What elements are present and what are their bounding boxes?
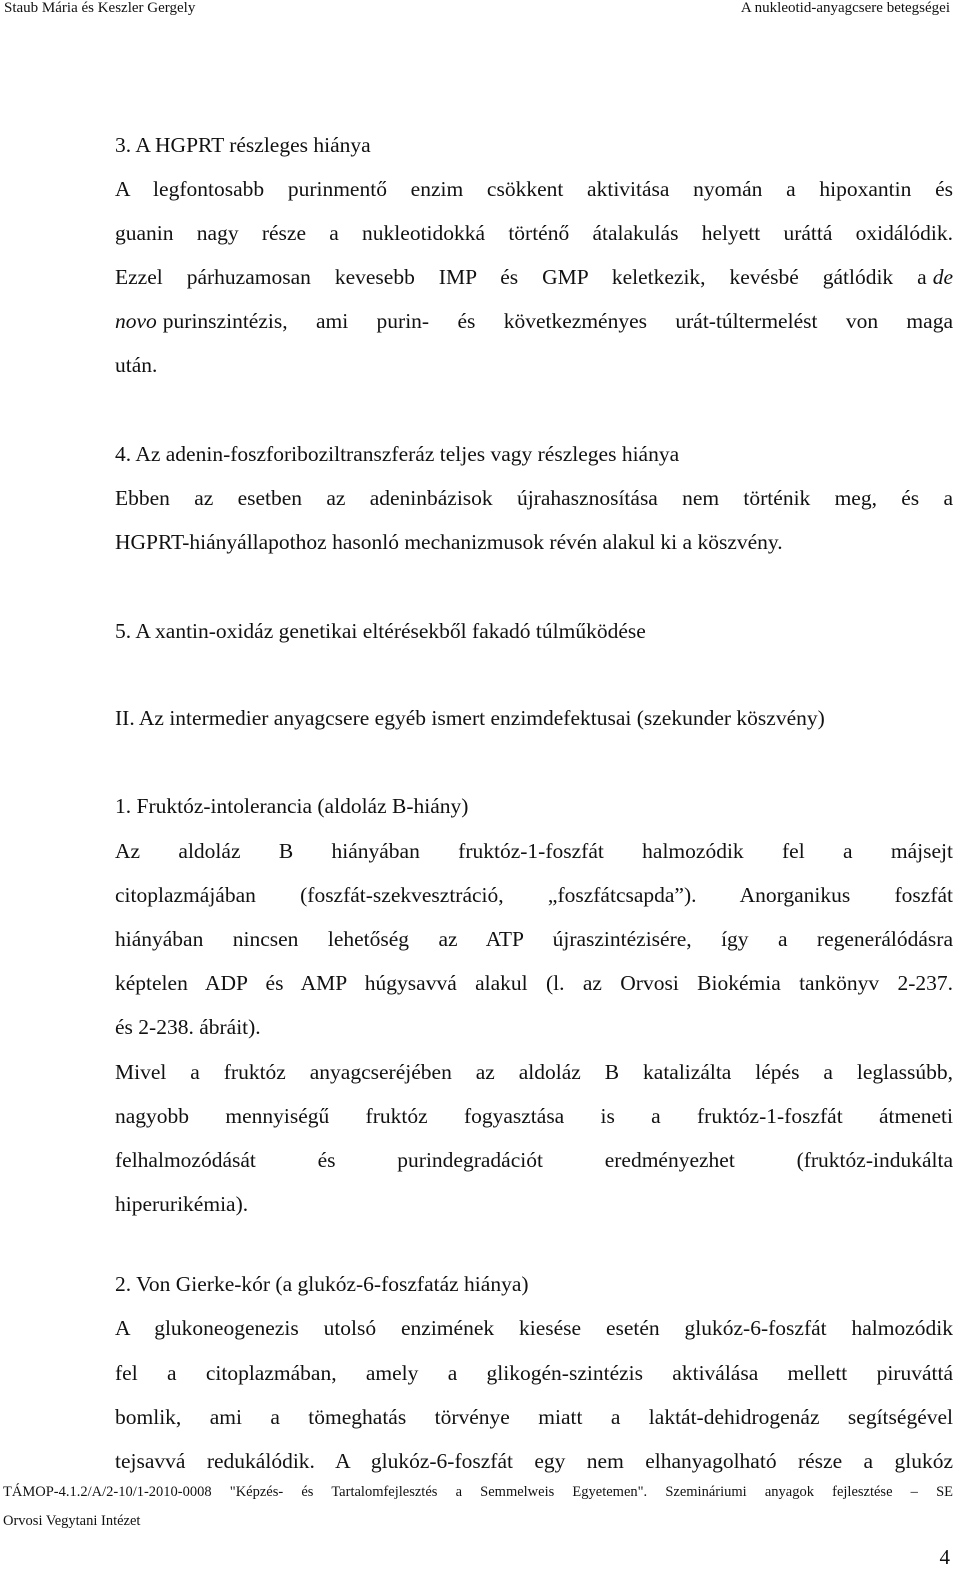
footer-institute-line: Orvosi Vegytani Intézet <box>3 1513 141 1529</box>
paragraph-line: citoplazmájában (foszfát-szekvesztráció, „foszfátcsapda”). Anorganikus foszfát <box>115 883 953 907</box>
heading-secondary-gout: II. Az intermedier anyagcsere egyéb ismert enzimdefektusai (szekunder köszvény) <box>115 706 825 730</box>
heading-hgprt-partial-deficiency: 3. A HGPRT részleges hiánya <box>115 133 371 157</box>
italic-text-run: novo <box>115 309 157 333</box>
paragraph-line: hiányában nincsen lehetőség az ATP újraszintézisére, így a regenerálódásra <box>115 927 953 951</box>
paragraph-line: után. <box>115 353 158 377</box>
paragraph-line: felhalmozódását és purindegradációt eredményezhet (fruktóz-indukálta <box>115 1148 953 1172</box>
paragraph-line: hiperurikémia). <box>115 1192 249 1216</box>
paragraph-line: Mivel a fruktóz anyagcseréjében az aldoláz B katalizálta lépés a leglassúbb, <box>115 1060 953 1084</box>
paragraph-line: és 2-238. ábráit). <box>115 1015 261 1039</box>
heading-fructose-intolerance: 1. Fruktóz-intolerancia (aldoláz B-hiány) <box>115 794 469 818</box>
heading-aprt-deficiency: 4. Az adenin-foszforiboziltranszferáz teljes vagy részleges hiánya <box>115 442 680 466</box>
paragraph-line: Az aldoláz B hiányában fruktóz-1-foszfát halmozódik fel a májsejt <box>115 839 953 863</box>
paragraph-line <box>115 308 953 334</box>
paragraph-line: képtelen ADP és AMP húgysavvá alakul (l. az Orvosi Biokémia tankönyv 2-237. <box>115 971 953 995</box>
heading-von-gierke: 2. Von Gierke-kór (a glukóz-6-foszfatáz hiánya) <box>115 1272 529 1296</box>
page-number: 4 <box>939 1545 950 1569</box>
paragraph-line: Ebben az esetben az adeninbázisok újrahasznosítása nem történik meg, és a <box>115 486 953 510</box>
paragraph-line: A legfontosabb purinmentő enzim csökkent aktivitása nyomán a hipoxantin és <box>115 177 953 201</box>
running-header-title: A nukleotid-anyagcsere betegségei <box>740 0 950 16</box>
running-header-authors: Staub Mária és Keszler Gergely <box>4 0 196 16</box>
paragraph-line <box>115 264 953 290</box>
paragraph-line: fel a citoplazmában, amely a glikogén-szintézis aktiválása mellett piruváttá <box>115 1361 953 1385</box>
text-run: Ezzel párhuzamosan kevesebb IMP és GMP keletkezik, kevésbé gátlódik a <box>115 265 927 289</box>
heading-xanthine-oxidase: 5. A xantin-oxidáz genetikai eltérésekből fakadó túlműködése <box>115 619 646 643</box>
paragraph-line: tejsavvá redukálódik. A glukóz-6-foszfát egy nem elhanyagolható része a glukóz <box>115 1449 953 1473</box>
paragraph-line: HGPRT-hiányállapothoz hasonló mechanizmusok révén alakul ki a köszvény. <box>115 530 783 554</box>
paragraph-line: nagyobb mennyiségű fruktóz fogyasztása is a fruktóz-1-foszfát átmeneti <box>115 1104 953 1128</box>
footer-project-line: TÁMOP-4.1.2/A/2-10/1-2010-0008 "Képzés- és Tartalomfejlesztés a Semmelweis Egyetemen". Szemináriumi anyagok fejlesztése – SE <box>3 1484 953 1500</box>
paragraph-line: guanin nagy része a nukleotidokká történő átalakulás helyett uráttá oxidálódik. <box>115 221 953 245</box>
paragraph-line: A glukoneogenezis utolsó enzimének kiesése esetén glukóz-6-foszfát halmozódik <box>115 1316 953 1340</box>
paragraph-line: bomlik, ami a tömeghatás törvénye miatt a laktát-dehidrogenáz segítségével <box>115 1405 953 1429</box>
italic-text-run: de <box>932 265 953 289</box>
text-run: purinszintézis, ami purin- és következményes urát-túltermelést von maga <box>162 309 953 333</box>
